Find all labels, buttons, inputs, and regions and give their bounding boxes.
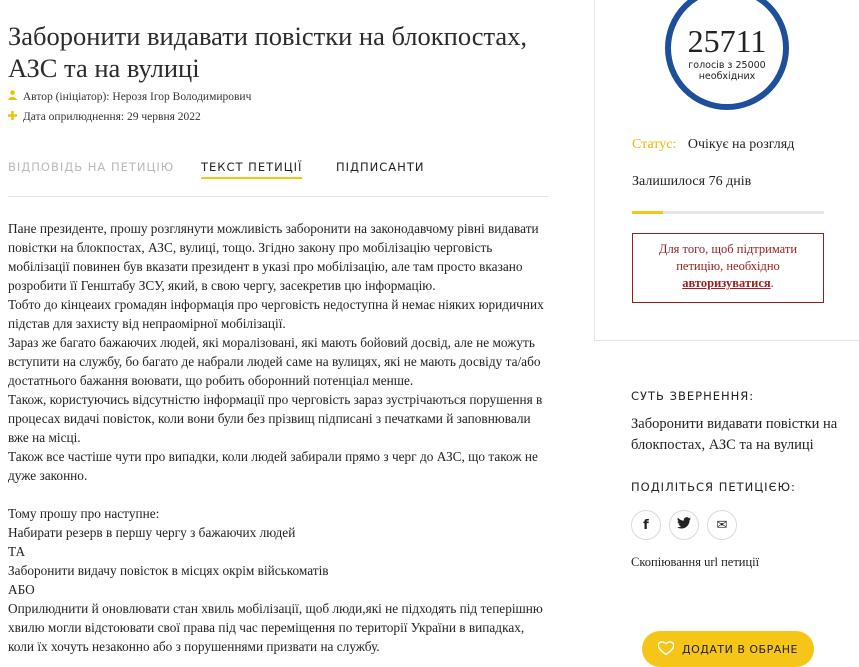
page-title: Заборонити видавати повістки на блокпостах, АЗС та на вулиці bbox=[8, 20, 528, 83]
essence-label: СУТЬ ЗВЕРНЕННЯ: bbox=[631, 389, 755, 403]
petition-text bbox=[8, 219, 553, 656]
login-link[interactable]: авторизуватися bbox=[682, 276, 771, 290]
author-name: Нерозя Ігор Володимирович bbox=[112, 91, 252, 103]
author-label: Автор (ініціатор): bbox=[22, 91, 110, 103]
essence-text: Заборонити видавати повістки на блокпостах, АЗС та на вулиці bbox=[631, 416, 838, 453]
tab-signers[interactable]: ПІДПИСАНТИ bbox=[336, 160, 425, 174]
date-label: Дата оприлюднення: bbox=[22, 111, 125, 123]
twitter-icon bbox=[677, 517, 691, 533]
auth-notice bbox=[632, 233, 824, 303]
heart-icon bbox=[658, 641, 674, 658]
date-value: 29 червня 2022 bbox=[127, 111, 201, 123]
tab-answer[interactable]: ВІДПОВІДЬ НА ПЕТИЦІЮ bbox=[8, 160, 175, 174]
copy-url-link[interactable]: Скопіювання url петиції bbox=[631, 555, 760, 569]
petition-meta bbox=[8, 87, 251, 127]
days-remaining: Залишилося 76 днів bbox=[632, 174, 752, 189]
auth-line2: петицію, необхідно bbox=[676, 259, 780, 273]
vote-needed-line2: необхідних bbox=[698, 71, 756, 82]
vote-progress-fill bbox=[632, 211, 663, 214]
favorite-label: ДОДАТИ В ОБРАНЕ bbox=[682, 642, 798, 656]
author-row bbox=[8, 87, 251, 107]
add-to-favorites-button[interactable] bbox=[642, 631, 814, 667]
vote-needed-line1: голосів з 25000 bbox=[688, 60, 766, 71]
share-label: ПОДІЛІТЬСЯ ПЕТИЦІЄЮ: bbox=[631, 480, 796, 494]
plus-icon bbox=[8, 108, 20, 128]
auth-suffix: . bbox=[770, 276, 774, 290]
facebook-icon: f bbox=[643, 517, 649, 533]
petition-paragraph: Тому прошу про наступне: Набирати резерв в першу чергу з бажаючих людей ТА Заборонити видачу повісток в місцях окрім військоматів АБО Оприлюднити й оновлювати стан хвиль мобілізації, щоб люди,які не підходять під теперішню хвилю могли відстоювати свої права під час переміщення по території України в випадках, коли їх хочуть незаконно або з порушеннями призвати на службу. bbox=[8, 506, 543, 654]
share-facebook-button[interactable] bbox=[631, 510, 661, 540]
vote-progress-bar bbox=[632, 211, 824, 214]
auth-line1: Для того, щоб підтримати bbox=[658, 242, 798, 256]
status-value: Очікує на розгляд bbox=[687, 137, 795, 152]
date-row bbox=[8, 107, 251, 127]
vote-needed bbox=[671, 60, 783, 82]
petition-tabs bbox=[8, 160, 548, 197]
vote-count: 25711 bbox=[687, 23, 767, 59]
share-email-button[interactable] bbox=[707, 510, 737, 540]
share-twitter-button[interactable] bbox=[669, 510, 699, 540]
status-label: Статус: bbox=[632, 137, 677, 152]
status-row bbox=[632, 137, 794, 153]
email-icon: ✉ bbox=[716, 517, 728, 533]
user-icon bbox=[8, 88, 20, 108]
tab-petition-text[interactable]: ТЕКСТ ПЕТИЦІЇ bbox=[201, 160, 303, 174]
petition-paragraph: Пане президенте, прошу розглянути можливість заборонити на законодавчому рівні видавати повістки на блокпостах, АЗС, вулиці, тощо. Згідно закону про мобілізацію черговість мобілізації повинен був вказати президент в указі про мобілізацію, але там просто вказано розробити її Генштабу ЗСУ, який, в свою чергу, засекретив цю інформацію. Тобто до кінцеаих громадян інформація про черговість недоступна й немає ніяких юридичних підстав для захисту від непраомірної мобілізації. Зараз же багато бажаючих людей, які моралізовані, які мають бойовий досвід, але не можуть вступити на службу, бо багато де набрали людей саме на вулицях, які не мають досвіду та/або достатнього бажання воювати, що робить оборонний потенціал менше. Також, користуючись відсутністю інформації про черговість зараз зустрічаються порушення в процесах видачі повісток, коли вони були без прізвищ підписані з печатками й заповнювали вже на місці. Також все частіше чути про випадки, коли людей забирали прямо з черг до АЗС, що також не дуже законно. bbox=[8, 221, 544, 483]
